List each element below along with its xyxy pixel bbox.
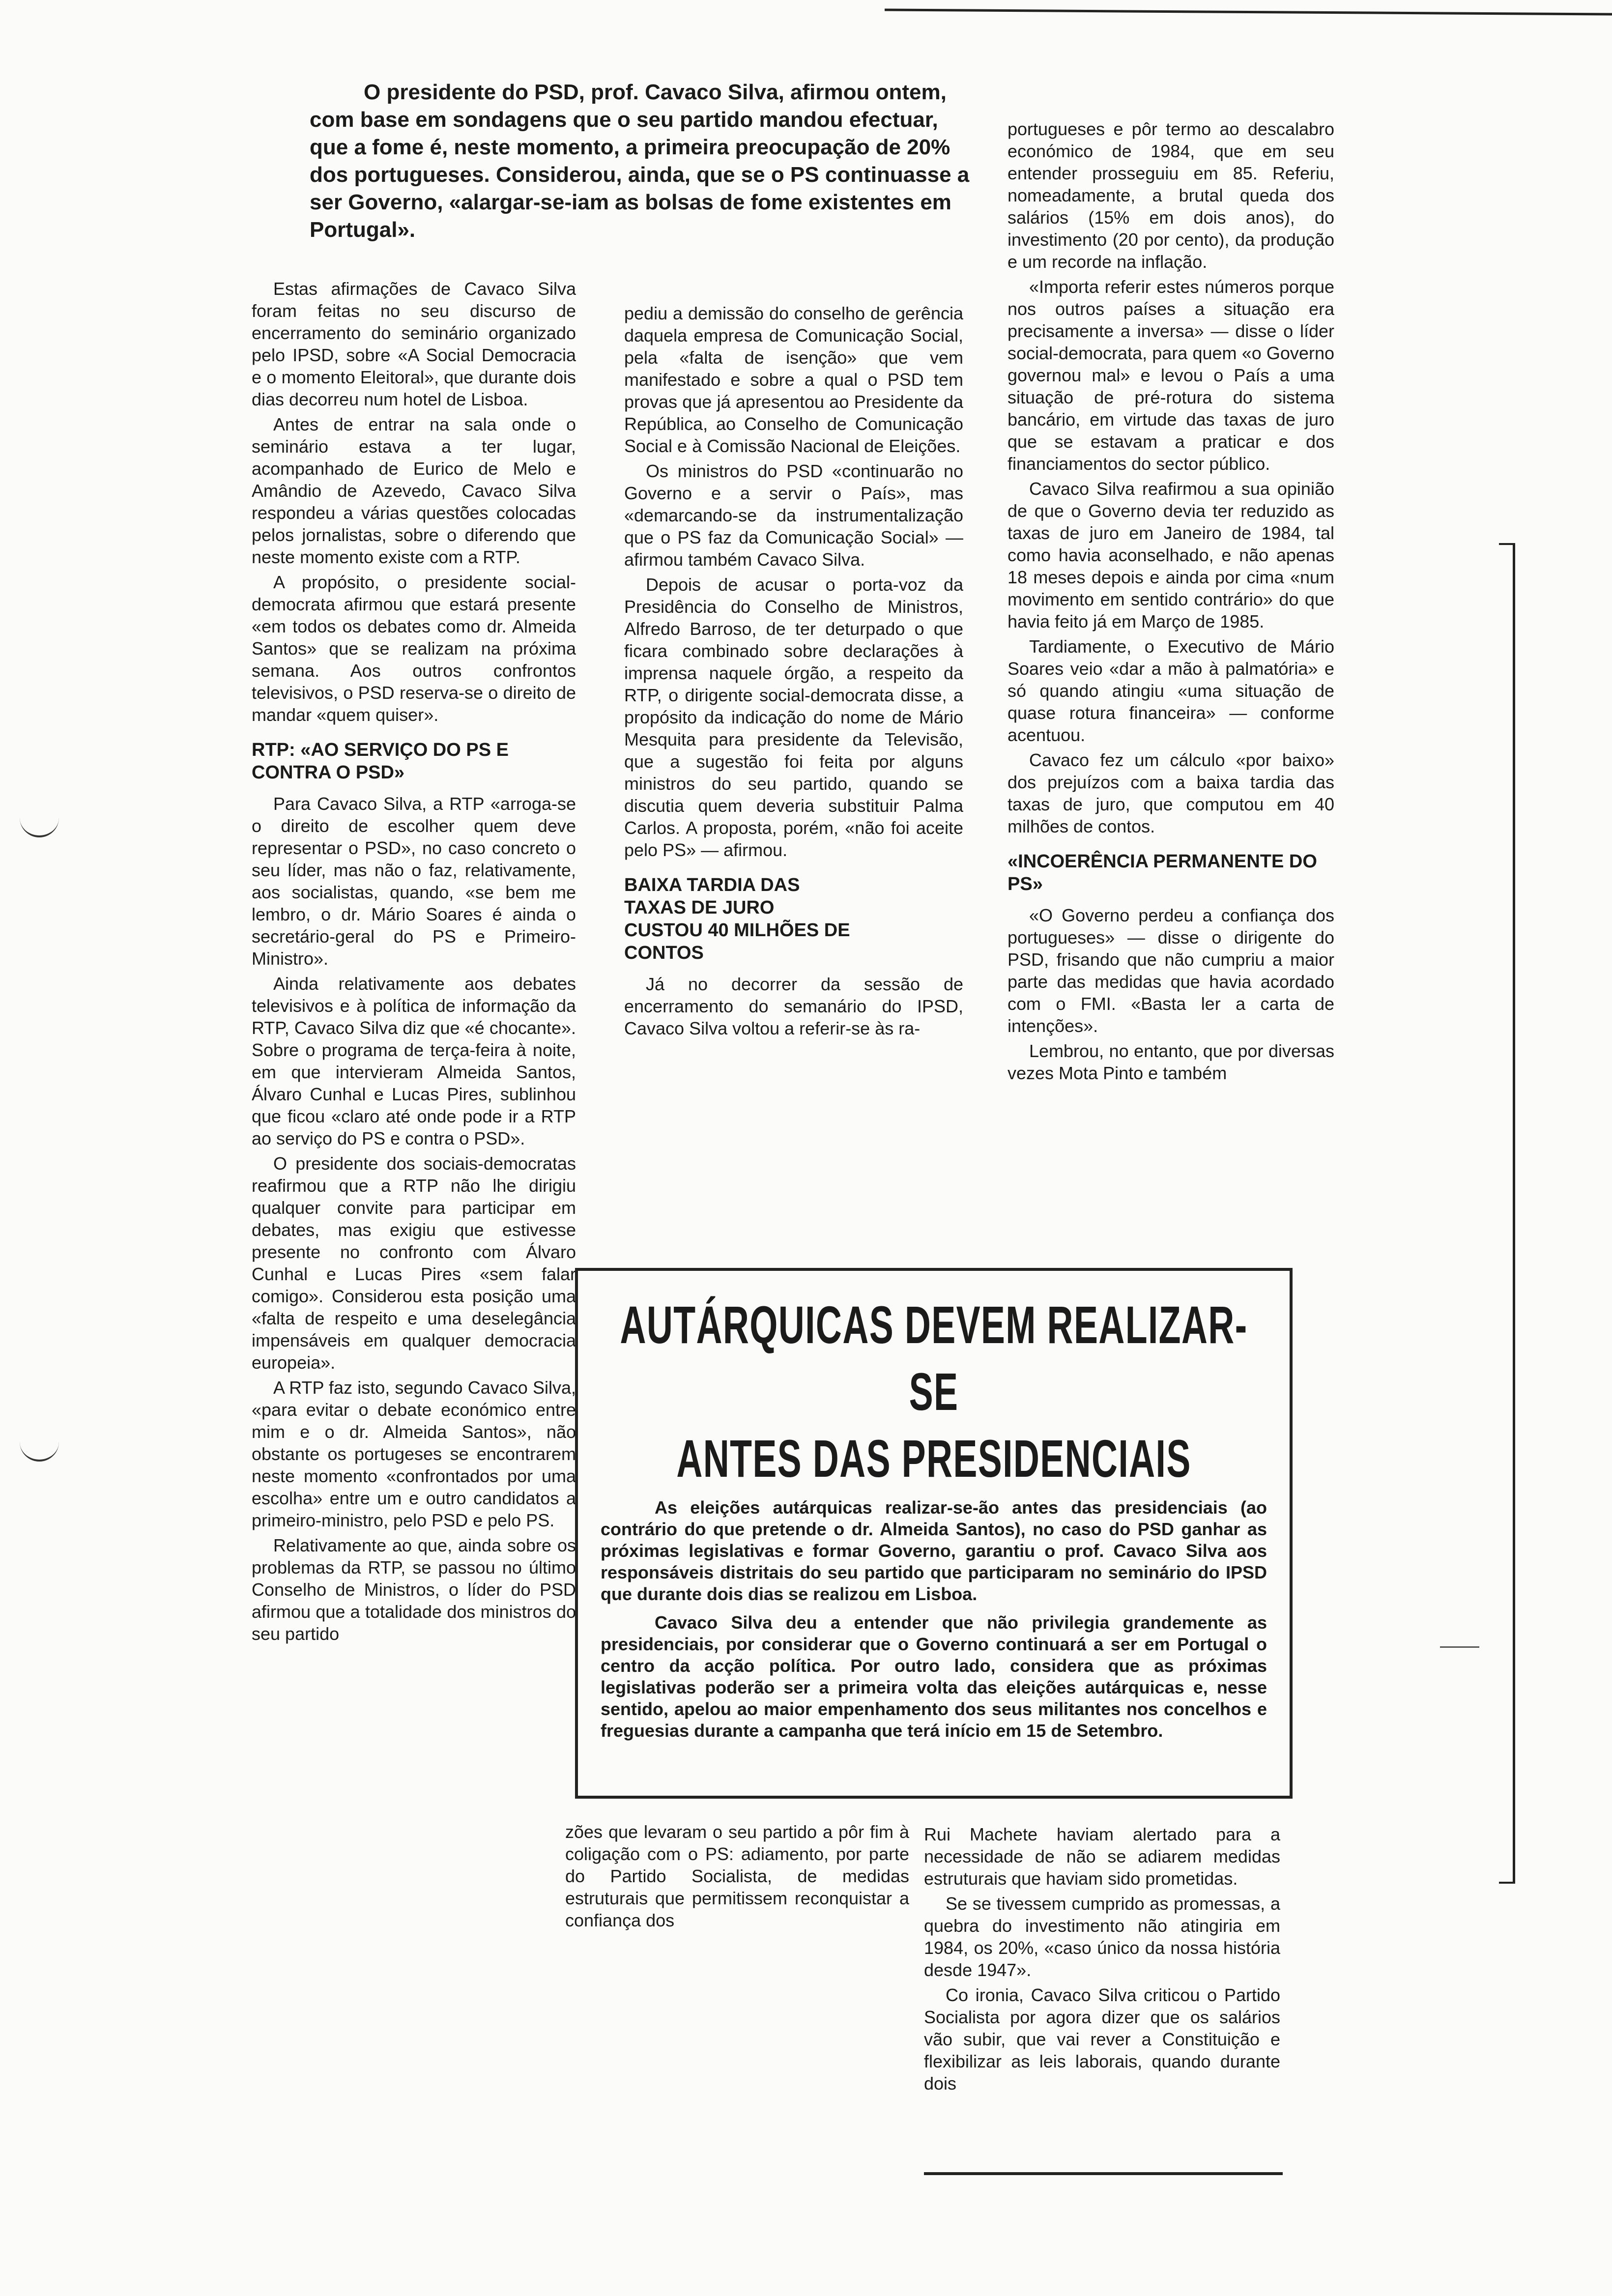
column-1 (252, 278, 576, 1648)
title-line-1: AUTÁRQUICAS DEVEM REALIZAR-SE (620, 1295, 1248, 1421)
paragraph: Para Cavaco Silva, a RTP «arroga-se o direito de escolher quem deve representar o PSD», no caso concreto o seu líder, mas não o faz, relativamente, aos socialistas, quando, «se bem me lembro, o dr. Mário Soares é ainda o secretário-geral do PS e Primeiro-Ministro». (252, 794, 576, 969)
paragraph: Já no decorrer da sessão de encerramento do semanário do IPSD, Cavaco Silva voltou a referir-se às ra- (624, 974, 963, 1038)
subheading-rtp: RTP: «AO SERVIÇO DO PS E CONTRA O PSD» (252, 740, 509, 783)
paragraph: A RTP faz isto, segundo Cavaco Silva, «para evitar o debate económico entre mim e o dr. Almeida Santos», não obstante os portugeses se encontrarem neste momento «confrontados por uma escolha» entre um e outro candidatos a primeiro-ministro, pelo PSD e pelo PS. (252, 1378, 576, 1530)
paragraph: Cavaco Silva reafirmou a sua opinião de que o Governo devia ter reduzido as taxas de juro em Janeiro de 1984, tal como havia aconselhado, e não apenas 18 meses depois e ainda por cima «num movimento em sentido contrário» do que havia feito já em Março de 1985. (1008, 479, 1334, 631)
margin-dash (1440, 1646, 1479, 1648)
subheading-juros: BAIXA TARDIA DAS TAXAS DE JURO CUSTOU 40 MILHÕES DE CONTOS (624, 875, 850, 963)
boxed-paragraph: Cavaco Silva deu a entender que não privilegia grandemente as presidenciais, por considerar que o Governo continuará a ser em Portugal o centro da acção política. Por outro lado, considera que as próximas legislativas poderão ser a primeira volta das eleições autárquicas e, nesse sentido, apelou ao maior empenhamento dos seus militantes nos concelhos e freguesias durante a campanha que terá início em 15 de Setembro. (601, 1612, 1267, 1741)
subheading-incoerencia: «INCOERÊNCIA PERMANENTE DO PS» (1008, 851, 1317, 894)
paragraph: Ainda relativamente aos debates televisivos e à política de informação da RTP, Cavaco Silva diz que «é chocante». Sobre o programa de terça-feira à noite, em que intervieram Almeida Santos, Álvaro Cunhal e Lucas Pires, sublinhou que ficou «claro até onde pode ir a RTP ao serviço do PS e contra o PSD». (252, 974, 576, 1148)
paragraph: Se se tivessem cumprido as promessas, a quebra do investimento não atingiria em 1984, os 20%, «caso único da nossa história desde 1947». (924, 1894, 1280, 1980)
paragraph: O presidente dos sociais-democratas reafirmou que a RTP não lhe dirigiu qualquer convite para participar em debates, mas exigiu que estivesse presente no confronto com Álvaro Cunhal e Lucas Pires «sem falar comigo». Considerou esta posição uma «falta de respeito e uma deselegância impensáveis em qualquer democracia europeia». (252, 1153, 576, 1373)
paragraph: Co ironia, Cavaco Silva criticou o Partido Socialista por agora dizer que os salários vão subir, que vai rever a Constituição e flexibilizar as leis laborais, quando durante dois (924, 1985, 1280, 2094)
boxed-article-title (607, 1292, 1261, 1492)
paragraph: Os ministros do PSD «continuarão no Governo e a servir o País», mas «demarcando-se da instrumentalização que o PS faz da Comunicação Social» — afirmou também Cavaco Silva. (624, 461, 963, 570)
paragraph: Cavaco fez um cálculo «por baixo» dos prejuízos com a baixa tardia das taxas de juro, que computou em 40 milhões de contos. (1008, 750, 1334, 836)
paragraph: Depois de acusar o porta-voz da Presidência do Conselho de Ministros, Alfredo Barroso, de ter deturpado o que ficara combinado sobre declarações à imprensa naquele órgão, a respeito da RTP, o dirigente social-democrata disse, a propósito da indicação do nome de Mário Mesquita para presidente da Televisão, que a sugestão foi feita por alguns ministros do seu partido, quando se discutia quem deveria substituir Palma Carlos. A proposta, porém, «não foi aceite pelo PS» — afirmou. (624, 574, 963, 860)
article-lead: O presidente do PSD, prof. Cavaco Silva, afirmou ontem, com base em sondagens que o seu partido mandou efectuar, que a fome é, neste momento, a primeira preocupação de 20% dos portugueses. Considerou, ainda, que se o PS continuasse a ser Governo, «alargar-se-iam as bolsas de fome existentes em Portugal». (310, 80, 970, 242)
column-3 (1008, 118, 1334, 1087)
paragraph: Relativamente ao que, ainda sobre os problemas da RTP, se passou no último Conselho de Ministros, o líder do PSD afirmou que a totalidade dos ministros do seu partido (252, 1535, 576, 1644)
top-rule (885, 8, 1612, 15)
paragraph: portugueses e pôr termo ao descalabro económico de 1984, que em seu entender prosseguiu em 85. Referiu, nomeadamente, a brutal queda dos salários (15% em dois anos), do investimento (20 por cento), da produção e um recorde na inflação. (1008, 119, 1334, 272)
paragraph: «Importa referir estes números porque nos outros países a situação era precisamente a inversa» — disse o líder social-democrata, para quem «o Governo governou mal» e levou o País a uma situação de pré-rotura do sistema bancário, em virtude das taxas de juro que se estavam a praticar e dos financiamentos do sector público. (1008, 277, 1334, 474)
punch-mark (20, 1440, 59, 1462)
paragraph: Lembrou, no entanto, que por diversas vezes Mota Pinto e também (1008, 1041, 1334, 1083)
boxed-paragraph: As eleições autárquicas realizar-se-ão antes das presidenciais (ao contrário do que pretende o dr. Almeida Santos), no caso do PSD ganhar as próximas legislativas e formar Governo, garantiu o prof. Cavaco Silva aos responsáveis distritais do seu partido que participaram no seminário do IPSD que durante dois dias se realizou em Lisboa. (601, 1497, 1267, 1604)
title-line-2: ANTES DAS PRESIDENCIAIS (676, 1429, 1191, 1488)
paragraph: A propósito, o presidente social-democrata afirmou que estará presente «em todos os debates como dr. Almeida Santos» que se realizam na próxima semana. Aos outros confrontos televisivos, o PSD reserva-se o direito de mandar «quem quiser». (252, 572, 576, 725)
boxed-article (575, 1268, 1293, 1799)
paragraph: pediu a demissão do conselho de gerência daquela empresa de Comunicação Social, pela «falta de isenção» que vem manifestado e sobre a qual o PSD tem provas que já apresentou ao Presidente da República, ao Conselho de Comunicação Social e à Comissão Nacional de Eleições. (624, 303, 963, 456)
column-2 (624, 302, 963, 1042)
column-bottom-right (924, 1823, 1280, 2097)
paragraph: Tardiamente, o Executivo de Mário Soares veio «dar a mão à palmatória» e só quando atingiu «uma situação de quase rotura financeira» — conforme acentuou. (1008, 636, 1334, 745)
paragraph: Antes de entrar na sala onde o seminário estava a ter lugar, acompanhado de Eurico de Melo e Amândio de Azevedo, Cavaco Silva respondeu a várias questões colocadas pelos jornalistas, sobre o diferendo que neste momento existe com a RTP. (252, 414, 576, 567)
bottom-rule (924, 2172, 1283, 2175)
paragraph: zões que levaram o seu partido a pôr fim à coligação com o PS: adiamento, por parte do Partido Socialista, de medidas estruturais que permitissem reconquistar a confiança dos (565, 1822, 909, 1930)
margin-bracket (1499, 543, 1515, 1884)
column-bottom-middle (565, 1821, 909, 1934)
paragraph: «O Governo perdeu a confiança dos portugueses» — disse o dirigente do PSD, frisando que não cumpriu a maior parte das medidas que havia acordado com o FMI. «Basta ler a carta de intenções». (1008, 905, 1334, 1036)
paragraph: Estas afirmações de Cavaco Silva foram feitas no seu discurso de encerramento do seminário organizado pelo IPSD, sobre «A Social Democracia e o momento Eleitoral», que durante dois dias decorreu num hotel de Lisboa. (252, 279, 576, 409)
paragraph: Rui Machete haviam alertado para a necessidade de não se adiarem medidas estruturais que haviam sido prometidas. (924, 1824, 1280, 1889)
punch-mark (20, 816, 59, 837)
